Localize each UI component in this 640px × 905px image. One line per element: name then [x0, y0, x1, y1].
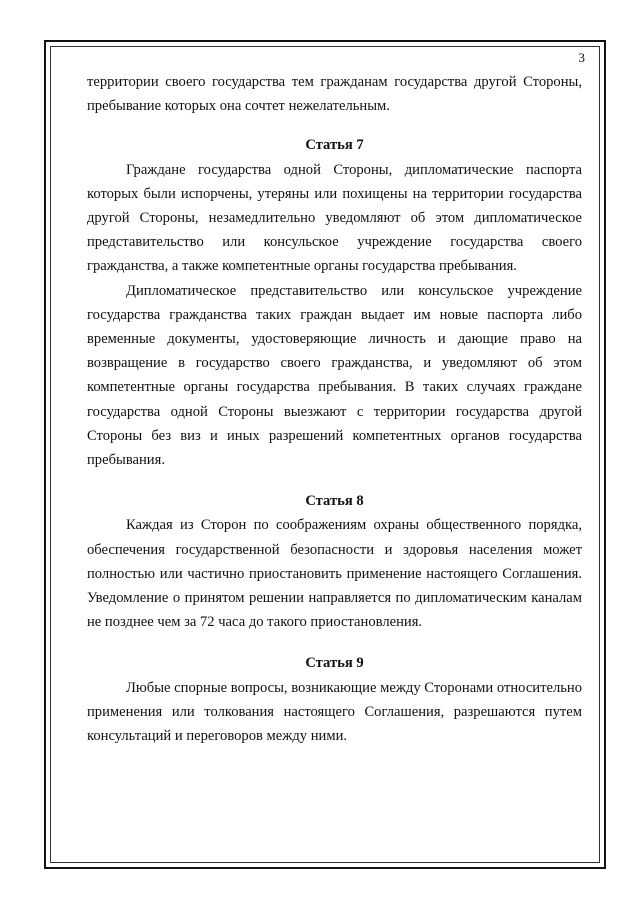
article-9-paragraph-1: Любые спорные вопросы, возникающие между Сторонами относительно применения или толкования настоящего Соглашения, разрешаются путем консультаций и переговоров между ними.	[87, 679, 583, 745]
article-8-heading: Статья 8	[305, 493, 364, 510]
article-8-paragraph-1: Каждая из Сторон по соображениям охраны общественного порядка, обеспечения государственной безопасности и здоровья населения может полностью или частично приостановить применение настоящего Соглашения. Уведомление о принятом решении направляется по дипломатическим каналам не позднее чем за 72 часа до такого приостановления.	[87, 517, 582, 631]
article-9-heading: Статья 9	[305, 655, 364, 672]
page-number: 3	[578, 50, 585, 65]
continuation-paragraph: территории своего государства тем гражданам государства другой Стороны, пребывание которых она сочтет нежелательным.	[87, 74, 582, 115]
document-page	[87, 50, 585, 748]
article-7-paragraph-1: Граждане государства одной Стороны, дипломатические паспорта которых были испорчены, утеряны или похищены на территории государства другой Стороны, незамедлительно уведомляют об этом дипломатическое представительство или консульское учреждение государства своего гражданства, а также компетентные органы государства пребывания.	[87, 161, 582, 275]
article-7-heading: Статья 7	[305, 137, 364, 154]
article-7-paragraph-2: Дипломатическое представительство или консульское учреждение государства гражданства таких граждан выдает им новые паспорта либо временные документы, удостоверяющие личность и дающие право на возвращение в государство своего гражданства, и уведомляют об этом компетентные органы государства пребывания. В таких случаях граждане государства одной Стороны выезжают с территории государства другой Стороны без виз и иных разрешений компетентных органов государства пребывания.	[87, 282, 582, 469]
